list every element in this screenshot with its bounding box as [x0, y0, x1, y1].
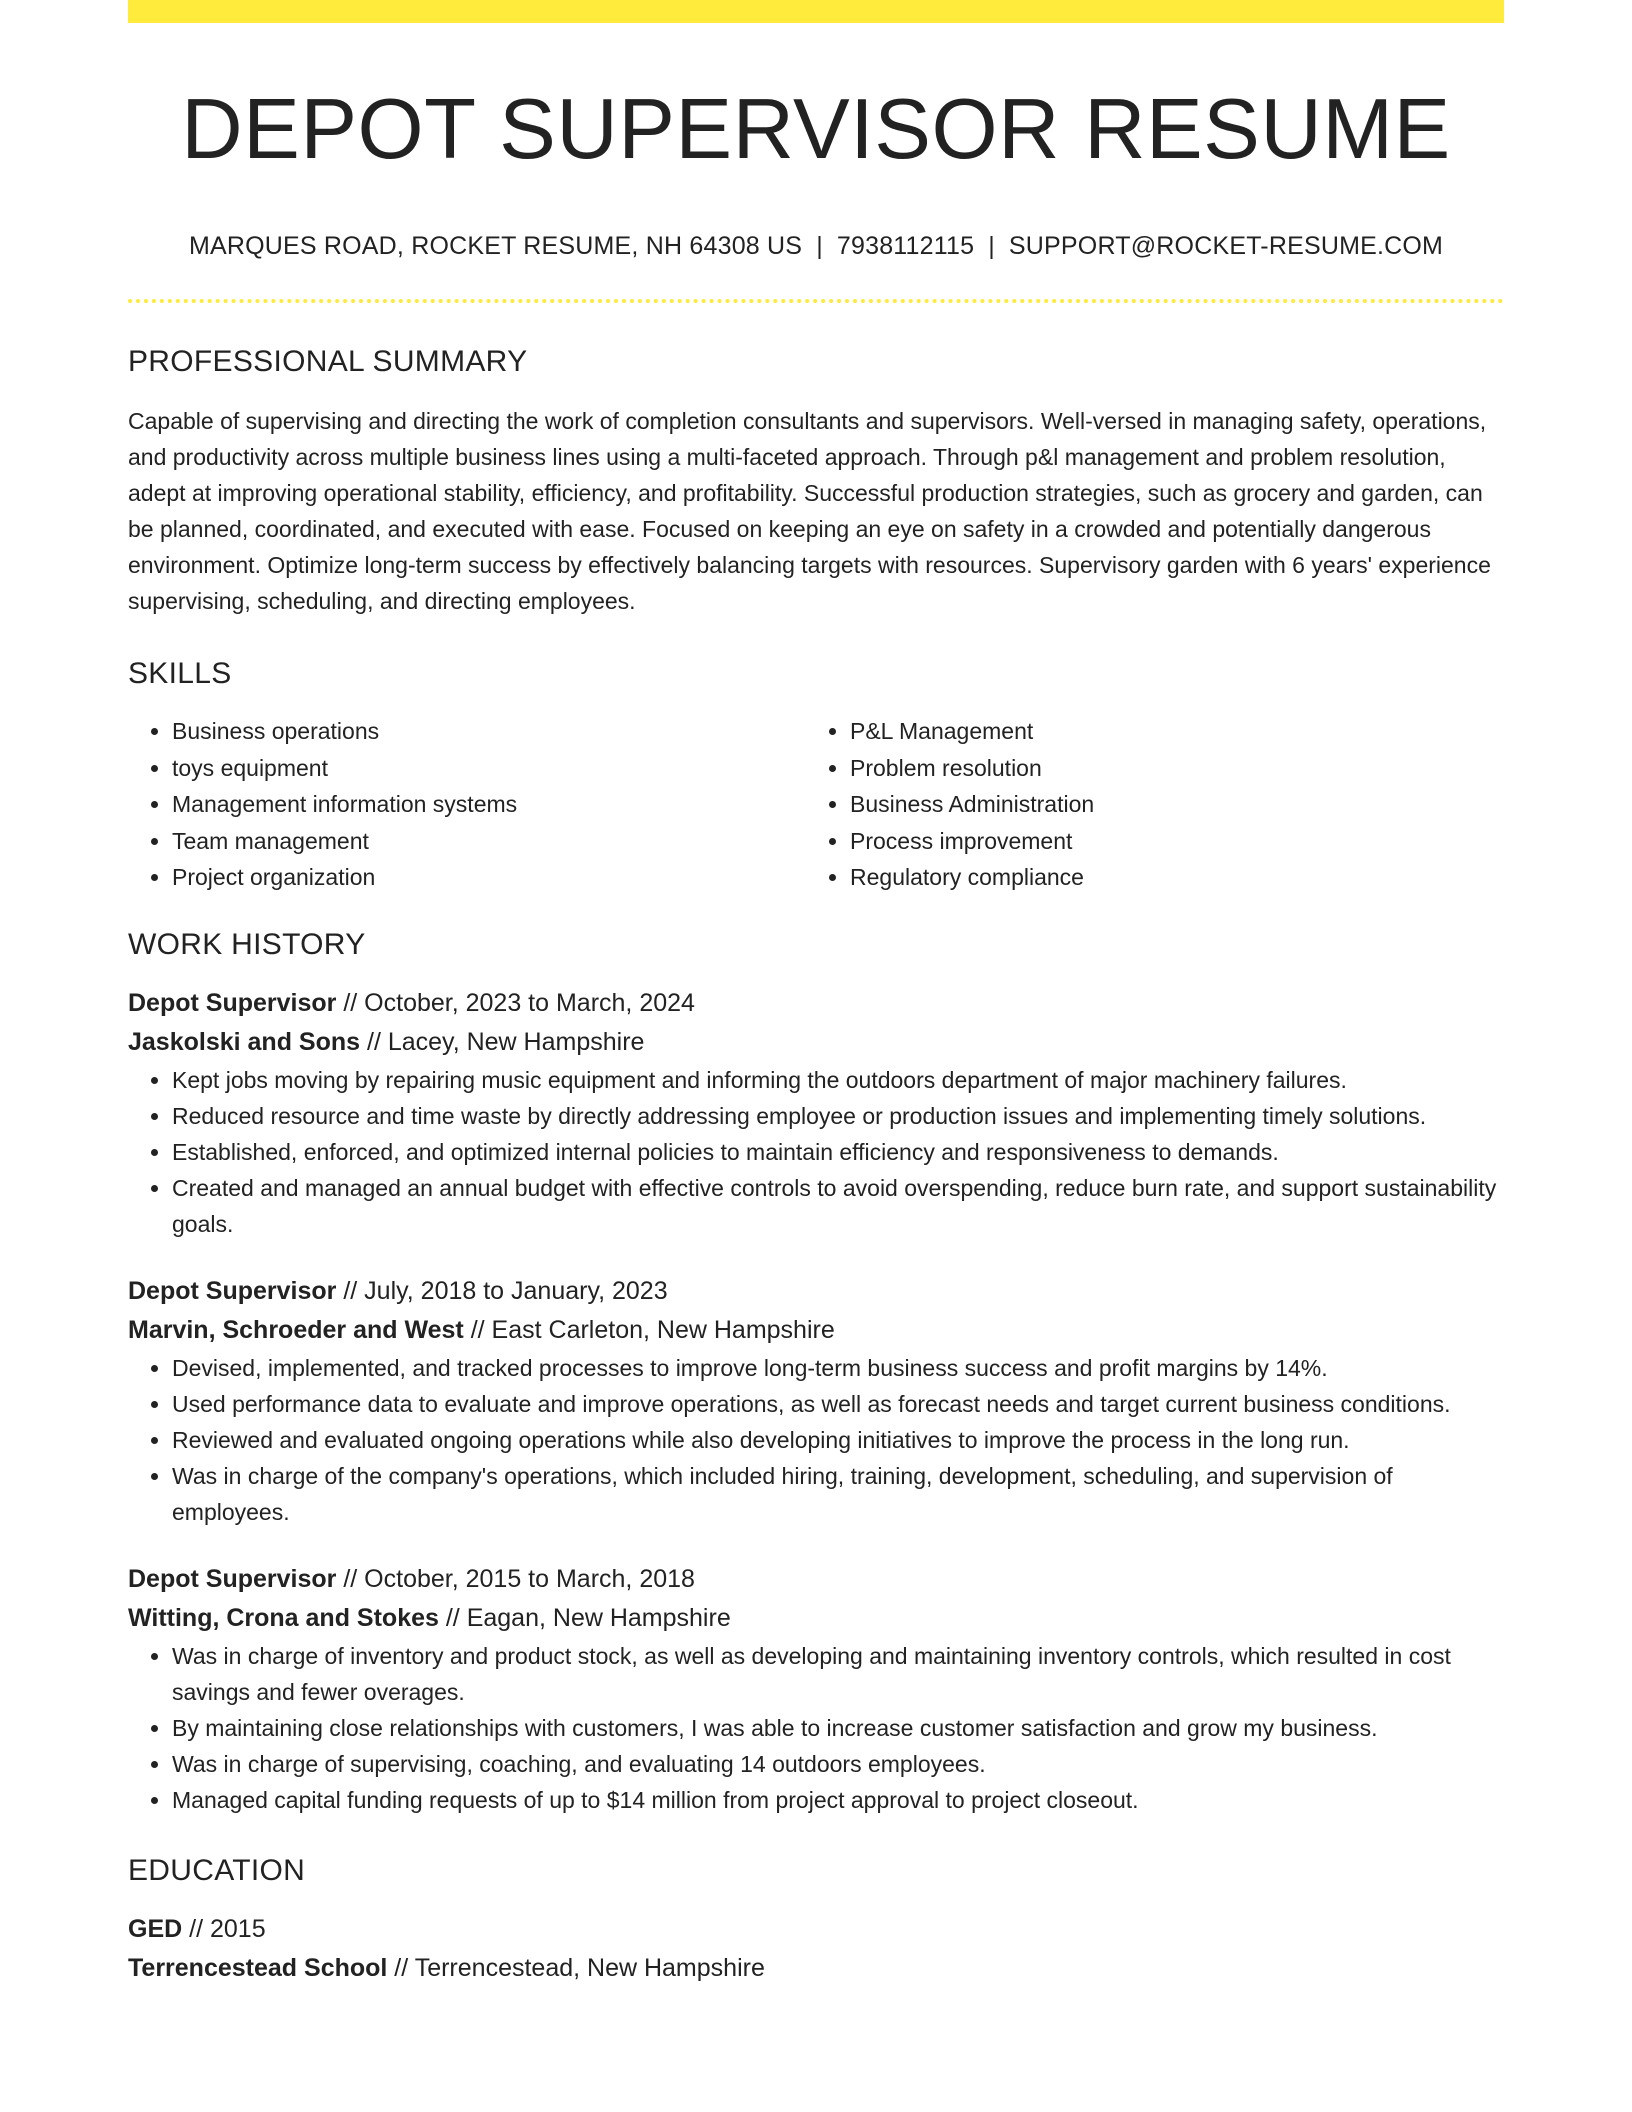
job-bullet: • Was in charge of supervising, coaching, and evaluating 14 outdoors employees. [172, 1746, 1504, 1782]
skill-item: • Project organization [172, 859, 806, 896]
skills-right-column [806, 713, 1484, 896]
skill-item: • Management information systems [172, 786, 806, 823]
skill-item: • Process improvement [850, 823, 1484, 860]
job-dates: July, 2018 to January, 2023 [364, 1276, 668, 1305]
job-location: Eagan, New Hampshire [466, 1603, 731, 1632]
job-bullet: • Was in charge of the company's operations, which included hiring, training, development, scheduling, and supervision of employees. [172, 1458, 1504, 1530]
job-dates: October, 2015 to March, 2018 [364, 1564, 695, 1593]
work-history-heading: WORK HISTORY [128, 927, 366, 961]
job-bullet: • Reduced resource and time waste by directly addressing employee or production issues and implementing timely solutions. [172, 1098, 1504, 1134]
skill-item: • Problem resolution [850, 750, 1484, 787]
job-title-line [128, 1560, 1504, 1599]
job-title: Depot Supervisor [128, 1276, 337, 1305]
job-company-line [128, 1023, 1504, 1062]
job-bullets [128, 1062, 1504, 1242]
job-bullet: • Was in charge of inventory and product stock, as well as developing and maintaining inventory controls, which resulted in cost savings and fewer overages. [172, 1638, 1504, 1710]
job-bullet: • Established, enforced, and optimized internal policies to maintain efficiency and responsiveness to demands. [172, 1134, 1504, 1170]
resume-title: DEPOT SUPERVISOR RESUME [181, 82, 1451, 177]
summary-text: Capable of supervising and directing the work of completion consultants and supervisors. Well-versed in managing safety, operations, and productivity across multiple business lines using a multi-faceted approach. Through p&l management and problem resolution, adept at improving operational stability, efficiency, and profitability. Successful production strategies, such as grocery and garden, can be planned, coordinated, and executed with ease. Focused on keeping an eye on safety in a crowded and potentially dangerous environment. Optimize long-term success by effectively balancing targets with resources. Supervisory garden with 6 years' experience supervising, scheduling, and directing employees. [128, 408, 1491, 615]
skill-item: • Business operations [172, 713, 806, 750]
education-degree-line [128, 1910, 1504, 1949]
education-location: Terrencestead, New Hampshire [414, 1953, 765, 1982]
job-bullet: • Kept jobs moving by repairing music equipment and informing the outdoors department of major machinery failures. [172, 1062, 1504, 1098]
job-company-line [128, 1311, 1504, 1350]
contact-separator: | [816, 232, 823, 261]
job-bullets [128, 1638, 1504, 1818]
job-bullets [128, 1350, 1504, 1530]
contact-separator: | [988, 232, 995, 261]
skill-item: • Team management [172, 823, 806, 860]
skills-grid [128, 713, 1504, 896]
contact-email[interactable]: SUPPORT@ROCKET-RESUME.COM [1008, 232, 1444, 261]
job-entry [128, 1560, 1504, 1818]
job-company: Witting, Crona and Stokes [128, 1603, 439, 1632]
education-year: 2015 [209, 1914, 266, 1943]
skill-item: • Regulatory compliance [850, 859, 1484, 896]
skill-item: • Business Administration [850, 786, 1484, 823]
job-bullet: • Used performance data to evaluate and improve operations, as well as forecast needs and target current business conditions. [172, 1386, 1504, 1422]
contact-address: MARQUES ROAD, ROCKET RESUME, NH 64308 US [188, 232, 803, 261]
skills-heading: SKILLS [128, 657, 232, 691]
job-separator: // [463, 1315, 492, 1344]
job-title: Depot Supervisor [128, 988, 337, 1017]
job-company-line [128, 1599, 1504, 1638]
job-title-line [128, 1272, 1504, 1311]
education-separator: // [387, 1953, 415, 1982]
job-separator: // [336, 1276, 365, 1305]
job-company: Marvin, Schroeder and West [128, 1315, 464, 1344]
contact-line [128, 232, 1504, 261]
education-school: Terrencestead School [128, 1953, 388, 1982]
job-bullet: • Created and managed an annual budget with effective controls to avoid overspending, reduce burn rate, and support sustainability goals. [172, 1170, 1504, 1242]
job-separator: // [360, 1027, 388, 1056]
top-accent-bar [128, 0, 1504, 23]
job-separator: // [438, 1603, 467, 1632]
job-separator: // [336, 988, 365, 1017]
job-bullet: • By maintaining close relationships with customers, I was able to increase customer satisfaction and grow my business. [172, 1710, 1504, 1746]
resume-page [128, 0, 1504, 1988]
job-bullet: • Managed capital funding requests of up to $14 million from project approval to project closeout. [172, 1782, 1504, 1818]
job-title-line [128, 984, 1504, 1023]
summary-heading: PROFESSIONAL SUMMARY [128, 345, 528, 379]
skills-left-column [128, 713, 806, 896]
job-entry [128, 984, 1504, 1242]
job-location: East Carleton, New Hampshire [491, 1315, 835, 1344]
skill-item: • P&L Management [850, 713, 1484, 750]
job-location: Lacey, New Hampshire [387, 1027, 645, 1056]
job-company: Jaskolski and Sons [128, 1027, 361, 1056]
job-dates: October, 2023 to March, 2024 [364, 988, 695, 1017]
job-bullet: • Devised, implemented, and tracked processes to improve long-term business success and profit margins by 14%. [172, 1350, 1504, 1386]
dotted-divider [128, 299, 1504, 303]
education-degree: GED [128, 1914, 183, 1943]
job-title: Depot Supervisor [128, 1564, 337, 1593]
skill-item: • toys equipment [172, 750, 806, 787]
job-bullet: • Reviewed and evaluated ongoing operations while also developing initiatives to improve the process in the long run. [172, 1422, 1504, 1458]
education-school-line [128, 1949, 1504, 1988]
education-separator: // [182, 1914, 210, 1943]
contact-phone: 7938112115 [836, 232, 975, 261]
education-heading: EDUCATION [128, 1853, 306, 1887]
job-entry [128, 1272, 1504, 1530]
job-separator: // [336, 1564, 365, 1593]
